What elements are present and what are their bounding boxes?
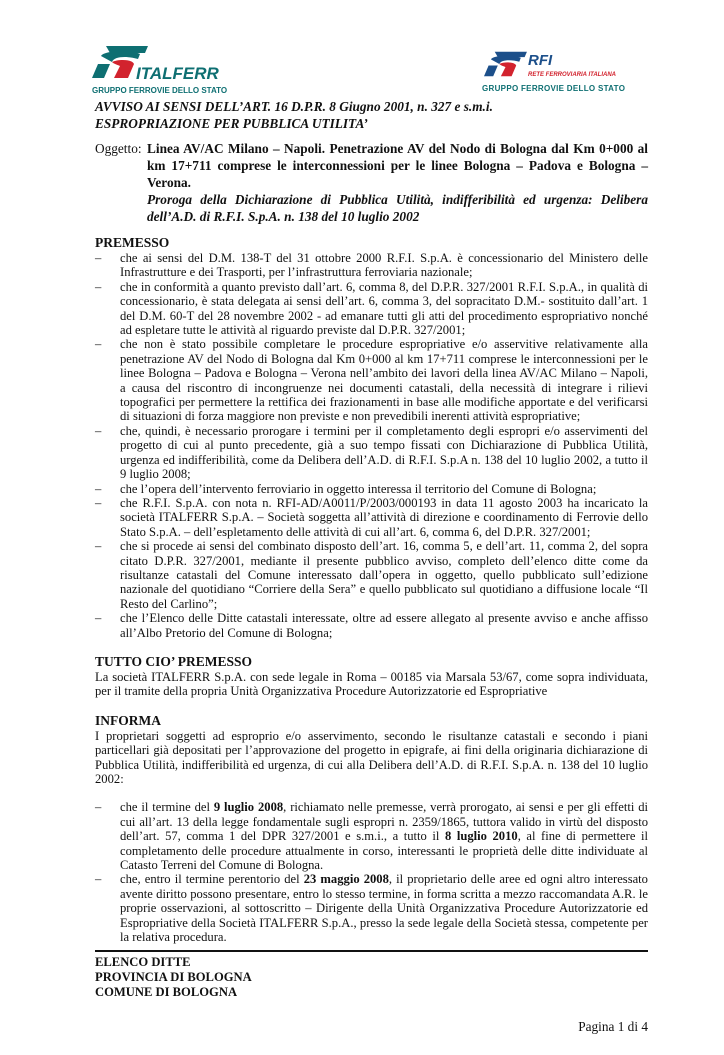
informa-list [95,800,648,944]
elenco-ditte-block [95,955,648,999]
list-item: – che, quindi, è necessario prorogare i termini per il completamento degli espropri e/o asservimenti del progetto di cui al punto precedente, già a suo tempo fissati con Dichiarazione di Pubblica Utilità, urgenza ed indifferibilità, come da Delibera dell’A.D. di R.F.I. S.p.A n. 138 del 10 luglio 2002, a tutto il 9 luglio 2008; [95,423,648,482]
extended-date: 8 luglio 2010 [444,829,518,844]
notice-body [95,235,648,944]
list-item: – che l’Elenco delle Ditte catastali interessate, oltre ad essere allegato al presente avviso e anche affisso all’Albo Pretorio del Comune di Bologna; [95,611,648,640]
italferr-name: ITALFERR [136,64,219,83]
list-item: – che in conformità a quanto previsto dall’art. 6, comma 8, del D.P.R. 327/2001 R.F.I. S.p.A., in qualità di concessionario, è stata delegata ai sensi dell’art. 6, comma 3, del sopracitato D.M.- sostituito dall’art. 1 del D.M. 60-T del 28 novembre 2002 - ad emanare tutti gli atti del procedimento espropriativo nonché ad espletare tutte le attività al riguardo previste dal D.P.R. 327/2001; [95,279,648,338]
notice-title-line2: ESPROPRIAZIONE PER PUBBLICA UTILITA’ [95,116,368,131]
list-item: – che, entro il termine perentorio del 23 maggio 2008, il proprietario delle aree ed ogni altro interessato avente diritto possono presentare, entro lo stesso termine, in forma scritta a mezzo raccomandata A.R. le proprie osservazioni, al sottoscritto – Dirigente della Unità Organizzativa Procedure Autorizzatorie ed Espropriative della Società ITALFERR S.p.A., presso la sede legale della Società stessa, competente per la relativa procedura. [95,872,648,945]
italferr-group: GRUPPO FERROVIE DELLO STATO [92,86,228,95]
list-item: – che non è stato possibile completare le procedure espropriative e/o asservitive relativamente alla penetrazione AV del Nodo di Bologna dal Km 0+000 al km 17+711 comprese le interconnessioni per le linee Bologna – Padova e Bologna – Verona nell’ambito dei lavori della linea AV/AC Milano – Napoli, a causa del riscontro di incongruenze nei documenti catastali, della necessità di integrare i rilievi topografici per permettere la rettifica dei frazionamenti in base alle modifiche apportate e del verificarsi di situazioni di forza maggiore non previste e non prevedibili inerenti attività espropriative; [95,337,648,424]
rfi-name: RFI [528,52,553,69]
premesso-list [95,251,648,640]
subject-extension: Proroga della Dichiarazione di Pubblica Utilità, indifferibilità ed urgenza: Delibera dell’A.D. di R.F.I. S.p.A. n. 138 del 10 luglio 2002 [147,192,648,224]
list-item: – che si procede ai sensi del combinato disposto dell’art. 16, comma 5, e dell’art. 11, comma 2, del sopra citato D.P.R. 327/2001, mediante il presente pubblico avviso, completo dell’elenco ditte come da risultanze catastali del Comune interessato dall’opera in oggetto, quello pubblicato sull’edizione nazionale del quotidiano “Corriere della Sera” e quello pubblicato sul quotidiano a diffusione locale “Il Resto del Carlino”; [95,539,648,611]
notice-title-line1: AVVISO AI SENSI DELL’ART. 16 D.P.R. 8 Giugno 2001, n. 327 e s.m.i. [95,99,493,114]
premesso-heading: PREMESSO [95,235,170,250]
tutto-premesso-text: La società ITALFERR S.p.A. con sede legale in Roma – 00185 via Marsala 53/67, come sopra individuata, per il tramite della propria Unità Organizzativa Procedure Autorizzatorie ed Espropriative [95,669,648,699]
tutto-premesso-heading: TUTTO CIO’ PREMESSO [95,653,253,669]
subject-label: Oggetto: [95,141,142,156]
elenco-title: ELENCO DITTE [95,955,191,970]
informa-text: I proprietari soggetti ad esproprio e/o asservimento, secondo le risultanze catastali e secondo i piani particellari già depositati per l’approvazione del progetto in epigrafe, ai fini della originaria dichiarazione di Pubblica Utilità, indifferibilità ed urgenza, di cui alla Delibera dell’A.D. di R.F.I. S.p.A. n. 138 del 10 luglio 2002: [95,728,648,786]
list-item: – che il termine del 9 luglio 2008, richiamato nelle premesse, verrà prorogato, ai sensi e per gli effetti di cui all’art. 13 della legge fondamentale sugli espropri n. 2359/1865, tuttora valido in virtù del disposto dell’art. 57, comma 1 del DPR 327/2001 e s.m.i., a tutto il 8 luglio 2010, al fine di permettere il completamento delle procedure attualmente in corso, interessanti le proprietà delle ditte individuate al Catasto Terreni del Comune di Bologna. [95,800,648,873]
elenco-comune: COMUNE DI BOLOGNA [95,984,238,999]
rfi-tagline: RETE FERROVIARIA ITALIANA [528,72,616,78]
list-item: – che l’opera dell’intervento ferroviario in oggetto interessa il territorio del Comune di Bologna; [95,481,597,496]
informa-heading: INFORMA [95,712,161,728]
deadline-date: 9 luglio 2008 [213,800,284,815]
rfi-group: GRUPPO FERROVIE DELLO STATO [482,84,626,93]
list-item: – che R.F.I. S.p.A. con nota n. RFI-AD/A0011/P/2003/000193 in data 11 agosto 2003 ha incaricato la società ITALFERR S.p.A. – Società soggetta all’attività di direzione e coordinamento di Ferrovie dello Stato S.p.A. – dell’espletamento delle attività di cui all’art. 6, comma 6, del D.P.R. 327/2001; [95,495,648,539]
list-item: – che ai sensi del D.M. 138-T del 31 ottobre 2000 R.F.I. S.p.A. è concessionario del Ministero delle Infrastrutture e dei Trasporti, per l’infrastruttura ferroviaria nazionale; [95,251,648,280]
elenco-province: PROVINCIA DI BOLOGNA [95,970,252,985]
italferr-logo [92,44,232,96]
rfi-logo [484,48,634,96]
notice-title [95,98,648,132]
subject-text: Linea AV/AC Milano – Napoli. Penetrazione AV del Nodo di Bologna dal Km 0+000 al km 17+711 comprese le interconnessioni per le linee Bologna – Padova e Bologna – Verona. [147,141,648,190]
divider [95,950,648,952]
document-column [95,98,648,1055]
observation-deadline: 23 maggio 2008 [303,872,389,887]
page-number: Pagina 1 di 4 [578,1019,648,1035]
subject-block [95,140,648,225]
fs-emblem-icon [484,48,530,80]
